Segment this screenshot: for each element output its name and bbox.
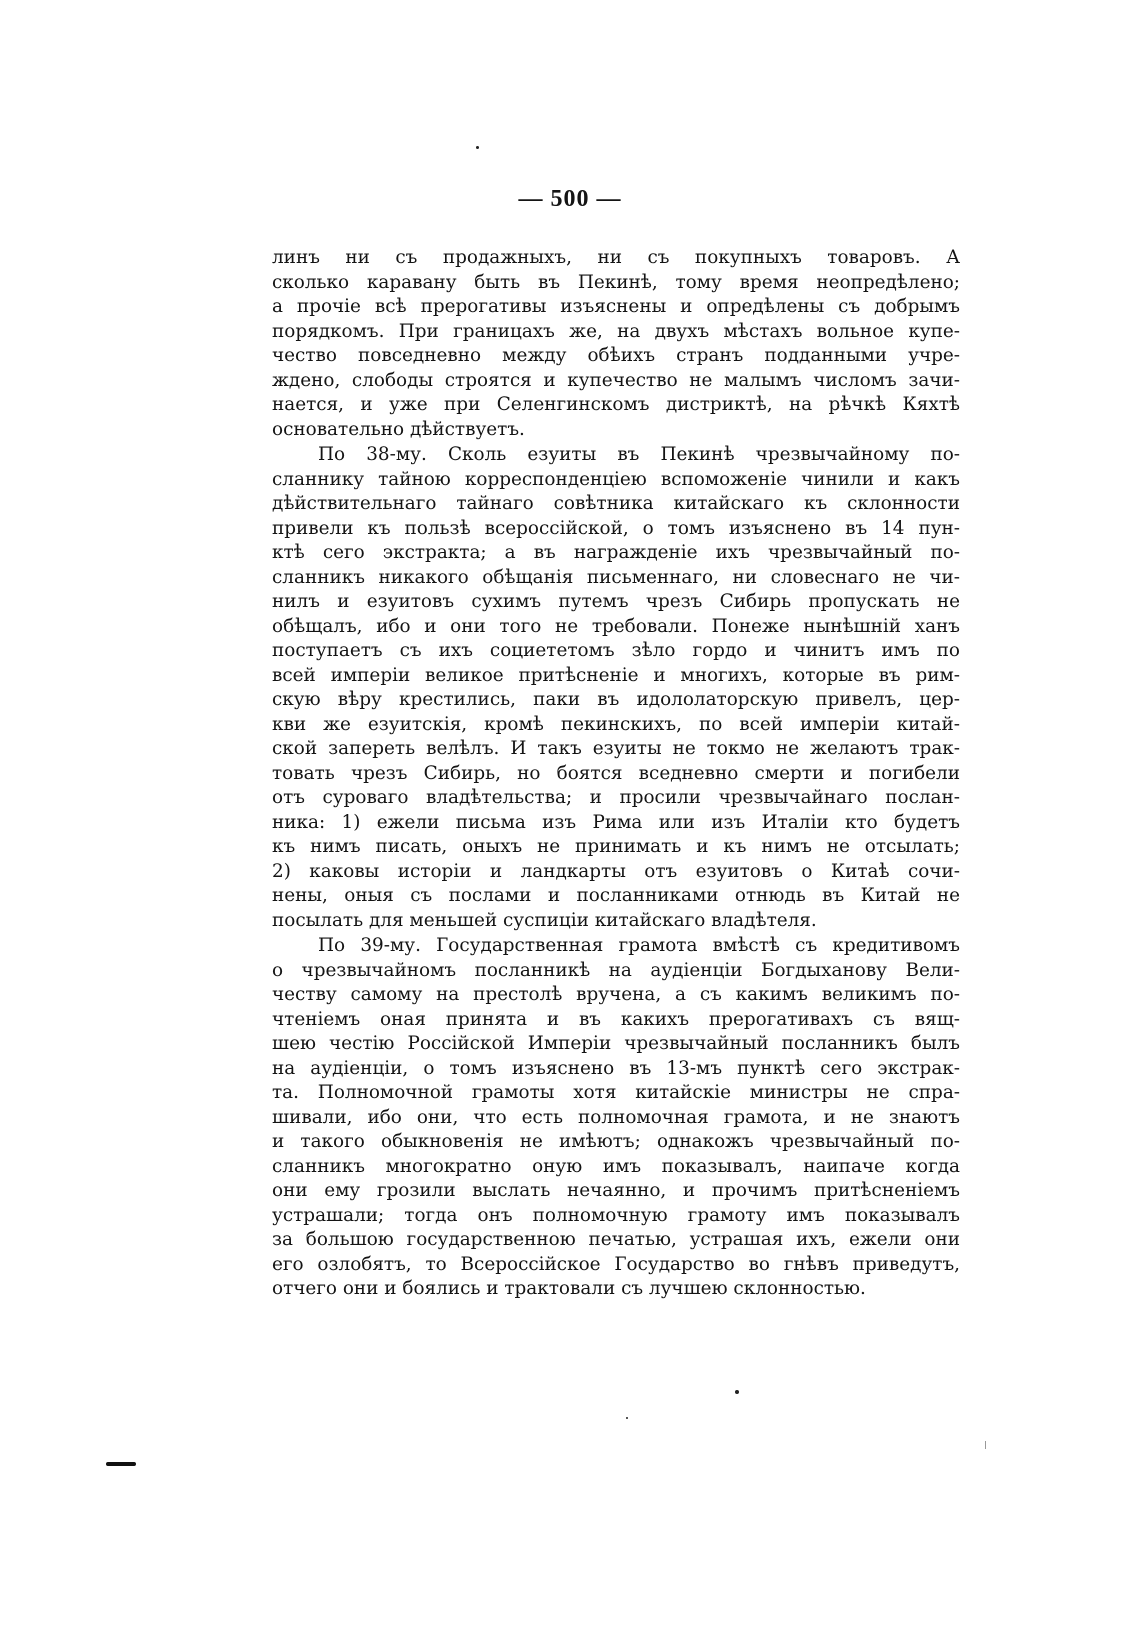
text-line: дѣйствительнаго тайнаго совѣтника китайскаго къ склонности xyxy=(272,493,960,514)
text-line: чество повседневно между обѣихъ странъ подданными учре- xyxy=(272,345,960,366)
text-line: По 38-му. Сколь езуиты въ Пекинѣ чрезвычайному по- xyxy=(318,444,960,465)
text-line: порядкомъ. При границахъ же, на двухъ мѣстахъ вольное купе- xyxy=(272,320,960,342)
text-line: товать чрезъ Сибирь, но боятся вседневно смерти и погибели xyxy=(272,762,960,784)
text-line: линъ ни съ продажныхъ, ни съ покупныхъ товаровъ. А xyxy=(272,247,960,268)
text-line: кви же езуитскія, кромѣ пекинскихъ, по всей имперіи китай- xyxy=(272,713,960,735)
text-line: на аудіенціи, о томъ изъяснено въ 13-мъ пунктѣ сего экстрак- xyxy=(272,1057,960,1079)
text-line: сланникъ многократно оную имъ показывалъ, наипаче когда xyxy=(272,1155,960,1177)
text-line: привели къ пользѣ всероссійской, о томъ изъяснено въ 14 пун- xyxy=(272,517,960,539)
print-speck xyxy=(985,1441,986,1449)
text-line: устрашали; тогда онъ полномочную грамоту имъ показывалъ xyxy=(272,1204,960,1226)
paragraph xyxy=(272,443,960,933)
text-line: чтеніемъ оная принята и въ какихъ прерогативахъ съ вящ- xyxy=(272,1008,960,1030)
text-line: за большою государственною печатью, устрашая ихъ, ежели они xyxy=(272,1229,960,1250)
text-line: шивали, ибо они, что есть полномочная грамота, и не знаютъ xyxy=(272,1106,960,1128)
text-line: сланникъ никакого обѣщанія письменнаго, ни словеснаго не чи- xyxy=(272,566,960,588)
text-line: По 39-му. Государственная грамота вмѣстѣ съ кредитивомъ xyxy=(318,935,960,956)
text-line: ждено, слободы строятся и купечество не малымъ числомъ зачи- xyxy=(272,369,960,391)
text-line: о чрезвычайномъ посланникѣ на аудіенціи Богдыханову Вели- xyxy=(272,959,960,981)
text-line: скую вѣру крестились, паки въ идололаторскую привелъ, цер- xyxy=(272,689,960,710)
paragraph xyxy=(272,246,960,442)
text-line: а прочіе всѣ прерогативы изъяснены и опредѣлены съ добрымъ xyxy=(272,296,960,317)
text-line: обѣщалъ, ибо и они того не требовали. Понеже нынѣшній ханъ xyxy=(272,615,960,637)
paragraph xyxy=(272,934,960,1302)
text-line: ской запереть велѣлъ. И такъ езуиты не токмо не желаютъ трак- xyxy=(272,738,960,759)
text-line: отчего они и боялись и трактовали съ лучшею склонностью. xyxy=(272,1278,866,1299)
print-speck xyxy=(735,1390,739,1394)
text-line: всей имперіи великое притѣсненіе и многихъ, которые въ рим- xyxy=(272,664,960,686)
text-line: сланнику тайною корреспонденціею вспоможеніе чинили и какъ xyxy=(272,468,960,490)
text-line: нены, оныя съ послами и посланниками отнюдь въ Китай не xyxy=(272,885,960,906)
text-line: 2) каковы исторіи и ландкарты отъ езуитовъ о Китаѣ сочи- xyxy=(272,860,960,882)
text-line: ктѣ сего экстракта; а въ награжденіе ихъ чрезвычайный по- xyxy=(272,542,960,563)
text-line: его озлобятъ, то Всероссійское Государство во гнѣвъ приведутъ, xyxy=(272,1253,960,1275)
body-text xyxy=(272,246,960,1302)
page-number: — 500 — xyxy=(518,186,622,212)
print-speck xyxy=(626,1417,628,1419)
text-line: сколько каравану быть въ Пекинѣ, тому время неопредѣлено; xyxy=(272,271,960,293)
text-line: ника: 1) ежели письма изъ Рима или изъ Италіи кто будетъ xyxy=(272,811,960,833)
text-line: основательно дѣйствуетъ. xyxy=(272,418,525,440)
text-line: они ему грозили выслать нечаянно, и прочимъ притѣсненіемъ xyxy=(272,1180,960,1201)
text-line: и такого обыкновенія не имѣютъ; однакожъ чрезвычайный по- xyxy=(272,1131,960,1152)
text-line: нилъ и езуитовъ сухимъ путемъ чрезъ Сибирь пропускать не xyxy=(272,591,960,612)
margin-dash-mark xyxy=(106,1462,136,1466)
text-line: честву самому на престолѣ вручена, а съ какимъ великимъ по- xyxy=(272,984,960,1005)
text-line: отъ суроваго владѣтельства; и просили чрезвычайнаго послан- xyxy=(272,787,960,808)
text-line: къ нимъ писать, оныхъ не принимать и къ нимъ не отсылать; xyxy=(272,836,960,857)
text-line: шею честію Россійской Имперіи чрезвычайный посланникъ былъ xyxy=(272,1033,960,1054)
text-line: нается, и уже при Селенгинскомъ дистриктѣ, на рѣчкѣ Кяхтѣ xyxy=(272,394,960,415)
text-line: поступаетъ съ ихъ социететомъ зѣло гордо и чинитъ имъ по xyxy=(272,640,960,661)
text-line: посылать для меньшей суспиціи китайскаго владѣтеля. xyxy=(272,909,817,931)
print-speck xyxy=(476,146,479,149)
text-line: та. Полномочной грамоты хотя китайскіе министры не спра- xyxy=(272,1082,960,1103)
